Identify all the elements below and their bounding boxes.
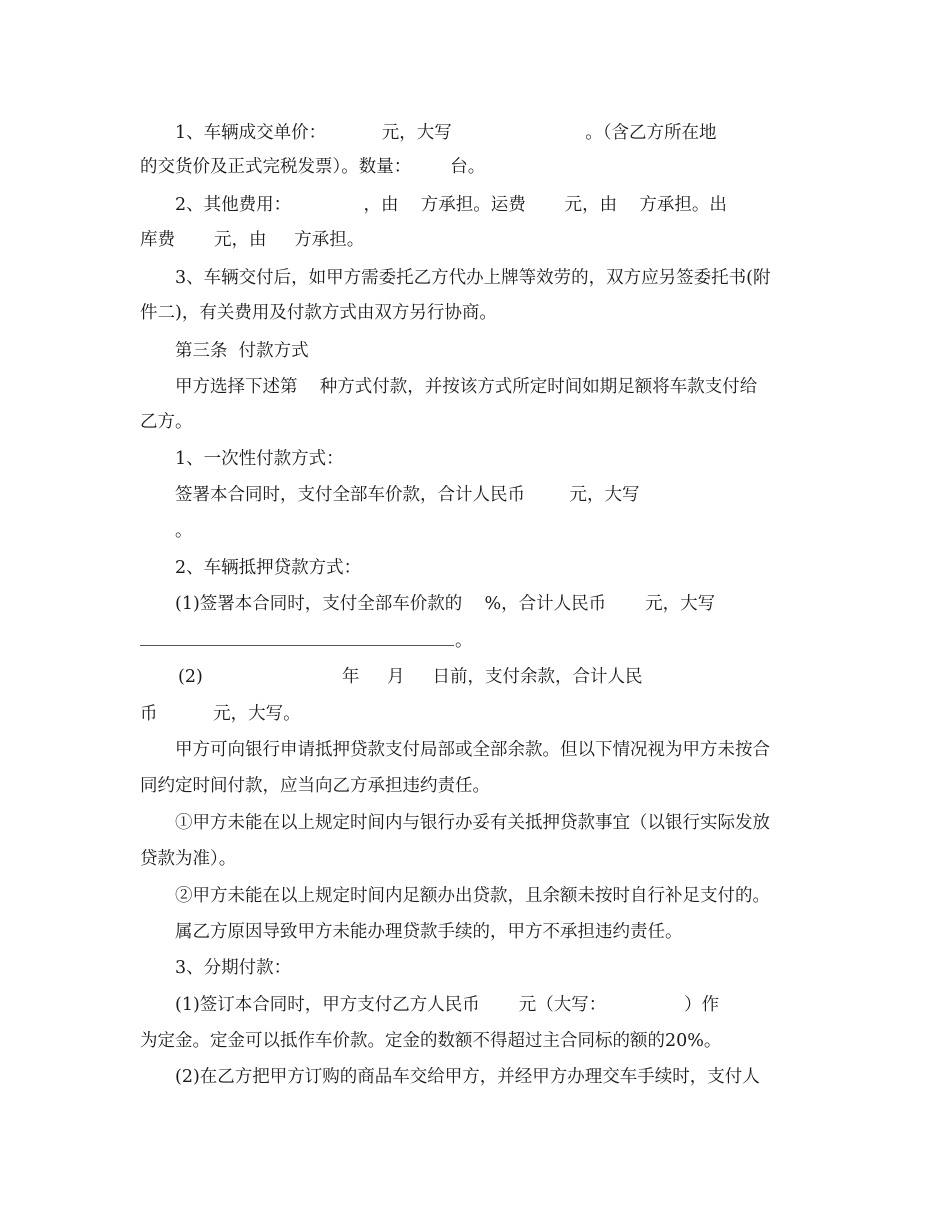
clause-line-23: 属乙方原因导致甲方未能办理贷款手续的，甲方不承担违约责任。	[175, 922, 683, 942]
clause-line-15: 。	[455, 631, 473, 651]
clause-line-26: 为定金。定金可以抵作车价款。定金的数额不得超过主合同标的额的20%。	[140, 1031, 722, 1051]
clause-line-18: 甲方可向银行申请抵押贷款支付局部或全部余款。但以下情况视为甲方未按合	[175, 740, 770, 760]
clause-line-6: 件二)，有关费用及付款方式由双方另行协商。	[140, 303, 497, 323]
clause-line-10: 1、一次性付款方式：	[175, 449, 344, 469]
clause-line-12: 。	[175, 521, 193, 541]
clause-line-24: 3、分期付款：	[175, 958, 292, 978]
clause-line-1: 1、车辆成交单价： 元，大写 。（含乙方所在地	[175, 123, 717, 143]
clause-line-22: ②甲方未能在以上规定时间内足额办出贷款，且余额未按时自行补足支付的。	[175, 886, 770, 906]
clause-line-20: ①甲方未能在以上规定时间内与银行办妥有关抵押贷款事宜（以银行实际发放	[175, 813, 770, 833]
clause-line-4: 库费 元，由 方承担。	[140, 230, 365, 250]
clause-line-16: (2) 年 月 日前，支付余款，合计人民	[178, 667, 643, 687]
clause-line-13: 2、车辆抵押贷款方式：	[175, 558, 362, 578]
clause-line-2: 的交货价及正式完税发票）。数量： 台。	[140, 157, 486, 177]
clause-line-8: 甲方选择下述第 种方式付款，并按该方式所定时间如期足额将车款支付给	[175, 377, 758, 397]
clause-line-21: 贷款为准）。	[140, 849, 237, 869]
clause-line-5: 3、车辆交付后，如甲方需委托乙方代办上牌等效劳的，双方应另签委托书(附	[175, 268, 771, 288]
section-heading: 第三条 付款方式	[175, 341, 309, 361]
clause-line-19: 同约定时间付款，应当向乙方承担违约责任。	[140, 776, 490, 796]
clause-line-14: (1)签署本合同时，支付全部车价款的 %，合计人民币 元，大写	[175, 594, 716, 614]
clause-line-25: (1)签订本合同时，甲方支付乙方人民币 元（大写： ）作	[175, 995, 720, 1015]
clause-line-27: (2)在乙方把甲方订购的商品车交给甲方，并经甲方办理交车手续时，支付人	[175, 1067, 760, 1087]
clause-line-9: 乙方。	[140, 412, 193, 432]
clause-line-3: 2、其他费用： ，由 方承担。运费 元，由 方承担。出	[175, 195, 727, 215]
clause-line-17: 币 元，大写。	[140, 704, 301, 724]
clause-line-11: 签署本合同时，支付全部车价款，合计人民币 元，大写	[175, 485, 640, 505]
blank-underline	[140, 645, 454, 646]
